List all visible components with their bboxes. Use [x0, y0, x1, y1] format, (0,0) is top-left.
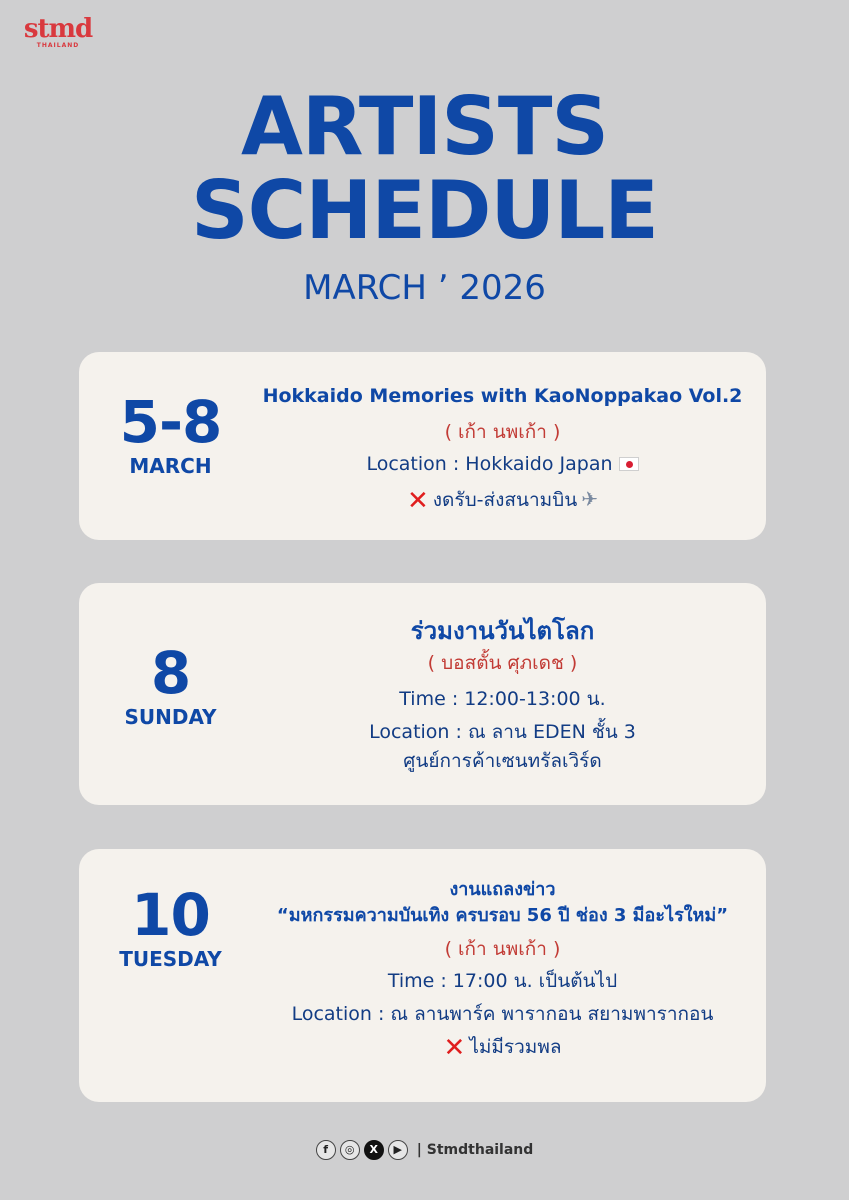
logo-mark: stmd — [23, 14, 93, 44]
event-date — [79, 883, 262, 971]
event-card-2 — [79, 583, 766, 805]
page-subtitle: MARCH ’ 2026 — [303, 268, 546, 308]
x-icon[interactable]: X — [364, 1140, 384, 1160]
event-time: Time : 17:00 น. เป็นต้นไป — [387, 970, 618, 992]
event-artist: ( เก้า นพเก้า ) — [444, 421, 561, 443]
footer — [0, 1139, 849, 1160]
event-title-subline: “มหกรรมความบันเทิง ครบรอบ 56 ปี ช่อง 3 มีอะไรใหม่” — [276, 905, 729, 926]
event-title: ร่วมงานวันไตโลก — [410, 617, 595, 645]
event-artist: ( เก้า นพเก้า ) — [444, 938, 561, 960]
cross-mark-icon: ✕ — [443, 1033, 466, 1063]
social-icons — [316, 1140, 408, 1160]
event-artist: ( บอสตั้น ศุภเดช ) — [427, 652, 578, 674]
event-location-venue: ศูนย์การค้าเซนทรัลเวิร์ด — [403, 750, 602, 772]
social-handle: | Stmdthailand — [416, 1141, 534, 1158]
event-date — [79, 641, 262, 729]
page-title-line2: SCHEDULE — [191, 164, 658, 257]
event-note: ไม่มีรวมพล — [469, 1036, 562, 1058]
event-title: Hokkaido Memories with KaoNoppakao Vol.2 — [262, 385, 743, 407]
event-note: งดรับ-ส่งสนามบิน — [432, 489, 578, 511]
event-card-1 — [79, 352, 766, 540]
event-details — [239, 613, 766, 778]
event-date — [79, 390, 262, 478]
event-date-label: TUESDAY — [119, 947, 222, 971]
youtube-icon[interactable]: ▶ — [388, 1140, 408, 1160]
event-time: Time : 12:00-13:00 น. — [399, 688, 606, 710]
event-details — [239, 382, 766, 517]
logo-subtext: THAILAND — [36, 42, 80, 49]
event-date-label: SUNDAY — [124, 705, 217, 729]
airplane-icon: ✈ — [581, 487, 598, 511]
event-date-number: 5-8 — [119, 388, 222, 456]
facebook-icon[interactable]: f — [316, 1140, 336, 1160]
cross-mark-icon: ✕ — [406, 486, 429, 516]
event-note-row — [239, 483, 766, 517]
event-location: Location : ณ ลานพาร์ค พารากอน สยามพารากอน — [291, 1003, 714, 1025]
brand-logo — [22, 14, 94, 49]
event-location: Location : ณ ลาน EDEN ชั้น 3 — [369, 721, 636, 743]
event-location-row — [239, 448, 766, 481]
event-location: Location : Hokkaido Japan — [366, 453, 613, 475]
event-date-label: MARCH — [129, 454, 212, 478]
event-note-row — [239, 1031, 766, 1064]
page-title-line1: ARTISTS — [240, 80, 609, 173]
instagram-icon[interactable]: ◎ — [340, 1140, 360, 1160]
event-title: งานแถลงข่าว — [449, 879, 556, 900]
japan-flag-icon — [619, 457, 639, 471]
event-date-number: 10 — [131, 881, 210, 949]
event-date-number: 8 — [150, 639, 191, 707]
event-card-3 — [79, 849, 766, 1102]
event-details — [239, 877, 766, 1064]
